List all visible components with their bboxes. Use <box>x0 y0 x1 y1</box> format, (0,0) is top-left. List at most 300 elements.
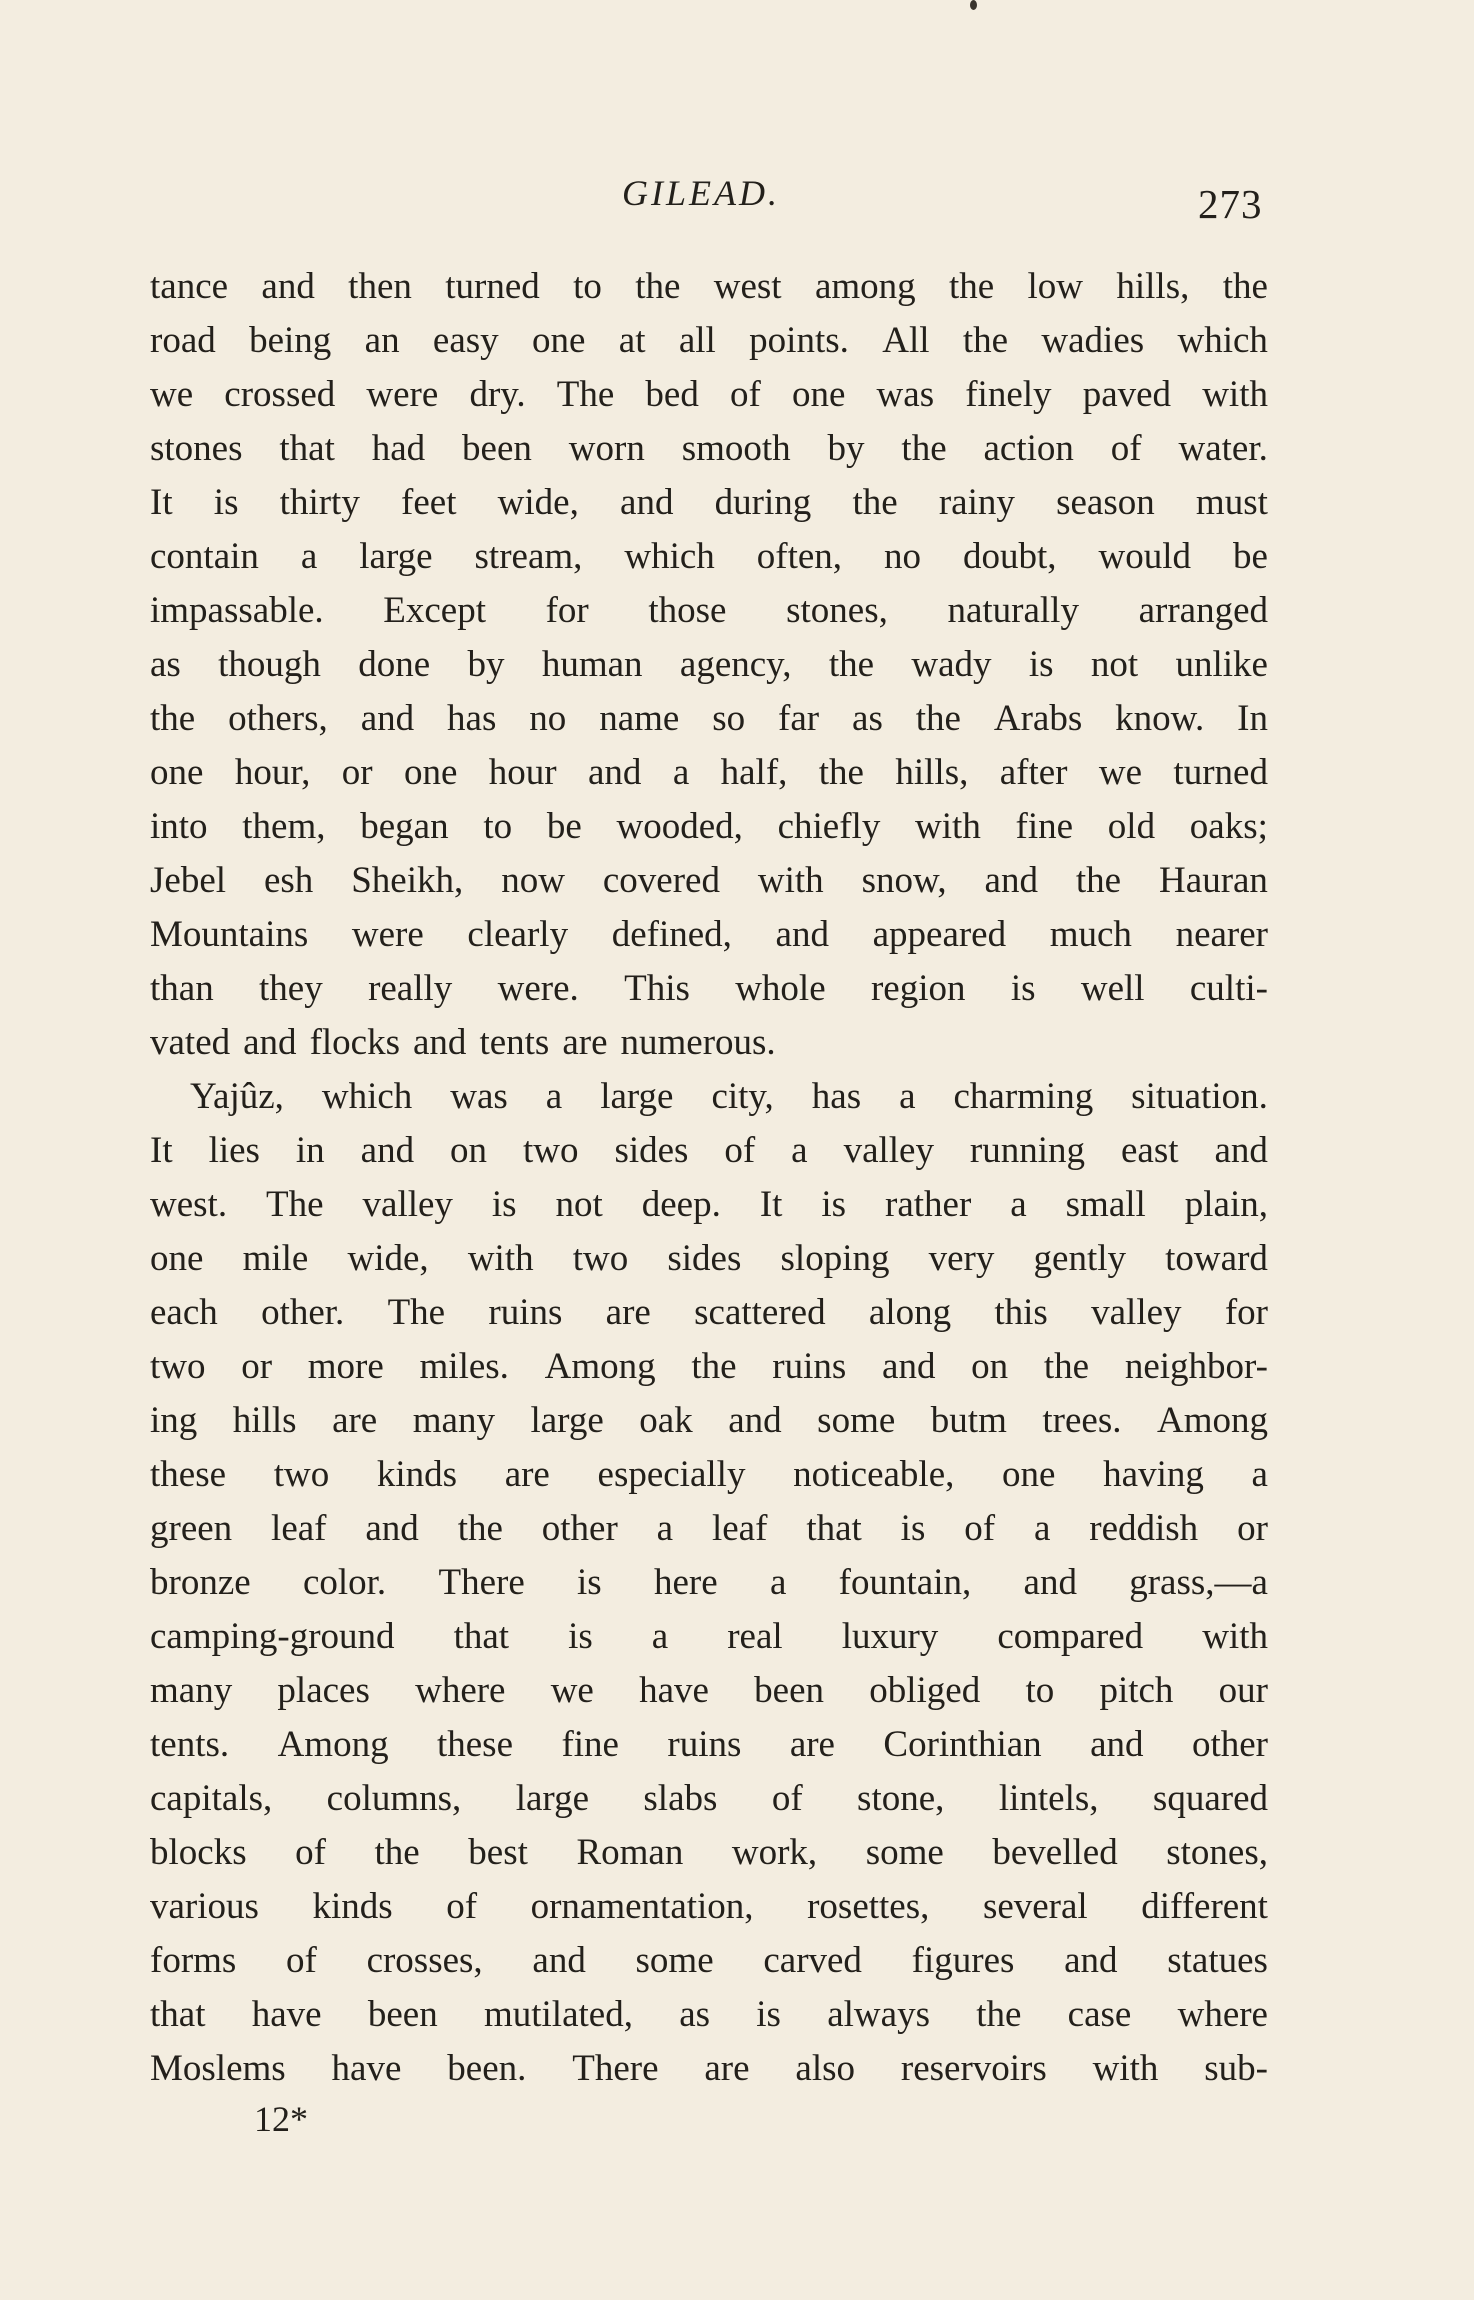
word: those <box>648 590 727 631</box>
word: stones <box>150 428 243 469</box>
word: though <box>218 644 321 685</box>
word: the <box>901 428 947 469</box>
word: them, <box>242 806 326 847</box>
word: some <box>817 1400 896 1441</box>
word: chiefly <box>777 806 881 847</box>
word: not <box>1090 644 1139 685</box>
word: culti- <box>1189 968 1268 1009</box>
word: of <box>730 374 761 415</box>
word: arranged <box>1138 590 1268 631</box>
text-line <box>150 1286 1268 1340</box>
word: contain <box>150 536 259 577</box>
word: hills, <box>1116 266 1190 307</box>
word: one <box>150 752 204 793</box>
word: especially <box>597 1454 746 1495</box>
word: reservoirs <box>900 2048 1047 2089</box>
word: the <box>948 266 995 307</box>
word: not <box>555 1184 603 1225</box>
word: have <box>639 1670 709 1711</box>
word: and <box>360 698 415 739</box>
word: charming <box>953 1076 1094 1117</box>
running-header <box>0 172 1474 227</box>
word: are <box>704 2048 750 2089</box>
word: finely <box>965 374 1052 415</box>
word: and <box>243 1022 297 1063</box>
word: tents. <box>150 1724 230 1765</box>
word: these <box>150 1454 227 1495</box>
text-line <box>150 1394 1268 1448</box>
word: ornamentation, <box>530 1886 754 1927</box>
word: are <box>504 1454 550 1495</box>
word: neighbor- <box>1124 1346 1268 1387</box>
word: fountain, <box>838 1562 972 1603</box>
word: a <box>1033 1508 1051 1549</box>
word: by <box>467 644 505 685</box>
word: and <box>775 914 829 955</box>
word: be <box>546 806 582 847</box>
word: our <box>1218 1670 1268 1711</box>
word: oaks; <box>1189 806 1268 847</box>
word: here <box>654 1562 718 1603</box>
word: is <box>1010 968 1036 1009</box>
word: was <box>876 374 935 415</box>
word: Arabs <box>993 698 1083 739</box>
word: Sheikh, <box>351 860 464 901</box>
word: Roman <box>576 1832 684 1873</box>
word: no <box>884 536 922 577</box>
word: and <box>588 752 642 793</box>
word: bevelled <box>992 1832 1118 1873</box>
word: impassable. <box>150 590 324 631</box>
word: or <box>1237 1508 1268 1549</box>
word: lintels, <box>998 1778 1099 1819</box>
word: for <box>545 590 589 631</box>
word: other. <box>261 1292 345 1333</box>
word: the <box>915 698 961 739</box>
word: for <box>1224 1292 1268 1333</box>
word: been <box>367 1994 438 2035</box>
word: a <box>1010 1184 1027 1225</box>
word: one <box>150 1238 204 1279</box>
word: There <box>572 2048 659 2089</box>
word: valley <box>362 1184 453 1225</box>
word: flocks <box>309 1022 400 1063</box>
word: one <box>403 752 458 793</box>
word: as <box>852 698 883 739</box>
word: are <box>562 1022 608 1063</box>
word: It <box>759 1184 783 1225</box>
word: real <box>727 1616 783 1657</box>
word: two <box>273 1454 330 1495</box>
word: tents <box>479 1022 550 1063</box>
word: of <box>1110 428 1142 469</box>
word: whole <box>735 968 826 1009</box>
word: snow, <box>861 860 947 901</box>
word: the <box>1222 266 1268 307</box>
word: and <box>413 1022 467 1063</box>
word: doubt, <box>963 536 1057 577</box>
word: ing <box>150 1400 198 1441</box>
word: hour <box>488 752 557 793</box>
text-line <box>150 1934 1268 1988</box>
text-line <box>150 1178 1268 1232</box>
word: the <box>828 644 875 685</box>
word: obliged <box>869 1670 981 1711</box>
word: hour, <box>234 752 311 793</box>
word: a <box>651 1616 669 1657</box>
word: Corinthian <box>883 1724 1042 1765</box>
text-line <box>150 1340 1268 1394</box>
word: work, <box>731 1832 818 1873</box>
word: This <box>624 968 690 1009</box>
word: and <box>365 1508 419 1549</box>
word: which <box>624 536 715 577</box>
word: with <box>757 860 824 901</box>
word: feet <box>401 482 457 523</box>
text-line <box>150 746 1268 800</box>
word: that <box>150 1994 206 2035</box>
text-line <box>150 1718 1268 1772</box>
word: and <box>1064 1940 1118 1981</box>
word: of <box>724 1130 756 1171</box>
word: the <box>1043 1346 1090 1387</box>
word: are <box>789 1724 835 1765</box>
word: the <box>1075 860 1122 901</box>
word: wadies <box>1041 320 1145 361</box>
word: and <box>261 266 315 307</box>
word: an <box>364 320 400 361</box>
word: in <box>295 1130 325 1171</box>
word: sides <box>667 1238 742 1279</box>
word: reddish <box>1089 1508 1199 1549</box>
word: kinds <box>376 1454 458 1495</box>
word: clearly <box>467 914 569 955</box>
word: one <box>532 320 586 361</box>
text-line <box>150 638 1268 692</box>
word: is <box>213 482 239 523</box>
word: large <box>600 1076 674 1117</box>
word: best <box>468 1832 528 1873</box>
word: It <box>150 1130 173 1171</box>
word: they <box>259 968 323 1009</box>
word: is <box>1028 644 1054 685</box>
word: at <box>618 320 646 361</box>
running-title: GILEAD. <box>622 173 780 213</box>
word: statues <box>1167 1940 1268 1981</box>
word: easy <box>432 320 499 361</box>
word: mile <box>242 1238 309 1279</box>
word: small <box>1065 1184 1146 1225</box>
word: being <box>249 320 332 361</box>
word: than <box>150 968 214 1009</box>
word: case <box>1067 1994 1132 2035</box>
word: west. <box>150 1184 228 1225</box>
word: tance <box>150 266 229 307</box>
word: would <box>1098 536 1191 577</box>
word: several <box>982 1886 1088 1927</box>
word: to <box>573 266 602 307</box>
word: are <box>605 1292 651 1333</box>
word: crossed <box>224 374 336 415</box>
text-line <box>150 1610 1268 1664</box>
word: all <box>678 320 716 361</box>
text-line <box>150 1016 1268 1070</box>
word: we <box>550 1670 594 1711</box>
word: the <box>691 1346 737 1387</box>
word: a <box>769 1562 787 1603</box>
word: name <box>599 698 680 739</box>
word: plain, <box>1184 1184 1268 1225</box>
word: having <box>1103 1454 1204 1495</box>
word: on <box>450 1130 488 1171</box>
word: was <box>450 1076 508 1117</box>
word: pitch <box>1099 1670 1174 1711</box>
ink-speck <box>970 0 977 10</box>
word: Yajûz, <box>190 1076 284 1117</box>
word: rather <box>885 1184 972 1225</box>
word: places <box>277 1670 370 1711</box>
word: some <box>865 1832 944 1873</box>
text-line <box>150 962 1268 1016</box>
word: with <box>1092 2048 1159 2089</box>
word: large <box>359 536 433 577</box>
text-line <box>150 1826 1268 1880</box>
text-line <box>150 368 1268 422</box>
word: has <box>447 698 497 739</box>
word: hills <box>232 1400 297 1441</box>
word: grass,—a <box>1129 1562 1268 1603</box>
word: the <box>635 266 681 307</box>
text-line <box>150 1070 1268 1124</box>
word: is <box>491 1184 517 1225</box>
text-line <box>150 800 1268 854</box>
word: city, <box>711 1076 774 1117</box>
word: a <box>791 1130 808 1171</box>
word: vated <box>150 1022 231 1063</box>
word: a <box>545 1076 563 1117</box>
word: often, <box>756 536 843 577</box>
word: really <box>368 968 453 1009</box>
word: we <box>150 374 194 415</box>
text-line <box>150 584 1268 638</box>
word: human <box>541 644 643 685</box>
word: a <box>300 536 318 577</box>
word: and <box>728 1400 782 1441</box>
word: these <box>436 1724 514 1765</box>
word: Among <box>1157 1400 1268 1441</box>
page-number: 273 <box>1198 181 1263 227</box>
word: is <box>577 1562 602 1603</box>
word: scattered <box>694 1292 826 1333</box>
word: ruins <box>667 1724 742 1765</box>
word: low <box>1027 266 1084 307</box>
word: carved <box>763 1940 862 1981</box>
word: ruins <box>488 1292 563 1333</box>
word: the <box>962 320 1009 361</box>
word: Mountains <box>150 914 309 955</box>
word: blocks <box>150 1832 247 1873</box>
text-line <box>150 1124 1268 1178</box>
word: toward <box>1165 1238 1268 1279</box>
word: two <box>522 1130 579 1171</box>
word: capitals, <box>150 1778 273 1819</box>
word: very <box>928 1238 995 1279</box>
word: numerous. <box>620 1022 776 1063</box>
word: is <box>900 1508 926 1549</box>
word: or <box>341 752 373 793</box>
word: always <box>827 1994 930 2035</box>
word: and <box>984 860 1038 901</box>
word: which <box>321 1076 413 1117</box>
word: camping-ground <box>150 1616 395 1657</box>
word: and <box>1090 1724 1144 1765</box>
word: figures <box>911 1940 1015 1981</box>
word: no <box>529 698 567 739</box>
word: kinds <box>312 1886 393 1927</box>
word: rosettes, <box>807 1886 930 1927</box>
word: is <box>821 1184 847 1225</box>
word: Among <box>277 1724 389 1765</box>
text-line <box>150 530 1268 584</box>
word: this <box>994 1292 1048 1333</box>
word: must <box>1195 482 1268 523</box>
text-line <box>150 1232 1268 1286</box>
text-line <box>150 1772 1268 1826</box>
word: one <box>791 374 846 415</box>
word: other <box>541 1508 618 1549</box>
word: is <box>756 1994 781 2035</box>
word: miles. <box>419 1346 509 1387</box>
word: fine <box>1015 806 1074 847</box>
word: covered <box>602 860 720 901</box>
word: with <box>1202 1616 1268 1657</box>
word: where <box>415 1670 506 1711</box>
word: leaf <box>271 1508 327 1549</box>
word: some <box>635 1940 714 1981</box>
word: after <box>999 752 1068 793</box>
word: that <box>453 1616 510 1657</box>
word: oak <box>639 1400 693 1441</box>
word: know. <box>1115 698 1205 739</box>
body-text <box>150 260 1268 2096</box>
word: the <box>976 1994 1022 2035</box>
word: and <box>532 1940 586 1981</box>
word: wide, <box>347 1238 429 1279</box>
word: or <box>241 1346 273 1387</box>
word: among <box>814 266 916 307</box>
word: began <box>360 806 449 847</box>
word: large <box>515 1778 589 1819</box>
text-line <box>150 260 1268 314</box>
word: and <box>882 1346 936 1387</box>
word: Hauran <box>1159 860 1268 901</box>
word: stone, <box>857 1778 945 1819</box>
word: columns, <box>326 1778 462 1819</box>
word: been <box>462 428 532 469</box>
word: two <box>150 1346 206 1387</box>
word: were <box>366 374 439 415</box>
word: been. <box>447 2048 527 2089</box>
word: The <box>266 1184 324 1225</box>
word: so <box>712 698 746 739</box>
word: were. <box>497 968 579 1009</box>
word: nearer <box>1175 914 1268 955</box>
word: far <box>778 698 820 739</box>
word: the <box>457 1508 503 1549</box>
word: the <box>150 698 196 739</box>
word: many <box>412 1400 495 1441</box>
word: In <box>1237 698 1268 739</box>
word: running <box>969 1130 1086 1171</box>
word: rainy <box>938 482 1015 523</box>
word: is <box>568 1616 593 1657</box>
word: of <box>964 1508 996 1549</box>
text-line <box>150 1448 1268 1502</box>
word: stones, <box>786 590 888 631</box>
text-line <box>150 422 1268 476</box>
word: during <box>714 482 812 523</box>
word: There <box>438 1562 525 1603</box>
word: mutilated, <box>483 1994 633 2035</box>
word: unlike <box>1175 644 1268 685</box>
word: appeared <box>872 914 1007 955</box>
word: The <box>387 1292 446 1333</box>
word: The <box>556 374 615 415</box>
signature-mark: 12* <box>254 2099 308 2139</box>
word: a <box>1251 1454 1268 1495</box>
word: with <box>467 1238 534 1279</box>
word: water. <box>1178 428 1268 469</box>
word: done <box>358 644 431 685</box>
word: and <box>620 482 674 523</box>
word: be <box>1232 536 1268 577</box>
word: now <box>501 860 565 901</box>
word: has <box>811 1076 862 1117</box>
word: defined, <box>611 914 732 955</box>
text-line <box>150 1556 1268 1610</box>
word: a <box>899 1076 916 1117</box>
word: action <box>983 428 1074 469</box>
word: bronze <box>150 1562 251 1603</box>
word: butm <box>930 1400 1007 1441</box>
word: the <box>852 482 898 523</box>
word: Moslems <box>150 2048 286 2089</box>
word: many <box>150 1670 233 1711</box>
word: one <box>1002 1454 1056 1495</box>
word: a <box>672 752 690 793</box>
word: green <box>150 1508 233 1549</box>
word: of <box>295 1832 326 1873</box>
word: to <box>1025 1670 1055 1711</box>
text-line <box>150 854 1268 908</box>
word: on <box>971 1346 1009 1387</box>
word: turned <box>445 266 540 307</box>
text-line <box>150 1664 1268 1718</box>
word: and <box>360 1130 415 1171</box>
word: sloping <box>780 1238 890 1279</box>
word: crosses, <box>366 1940 483 1981</box>
word: ruins <box>772 1346 847 1387</box>
word: of <box>771 1778 803 1819</box>
word: Jebel <box>150 860 227 901</box>
text-line <box>150 1880 1268 1934</box>
word: sides <box>614 1130 689 1171</box>
text-line <box>150 1988 1268 2042</box>
word: been <box>754 1670 825 1711</box>
text-line <box>150 692 1268 746</box>
word: old <box>1107 806 1156 847</box>
word: slabs <box>643 1778 718 1819</box>
